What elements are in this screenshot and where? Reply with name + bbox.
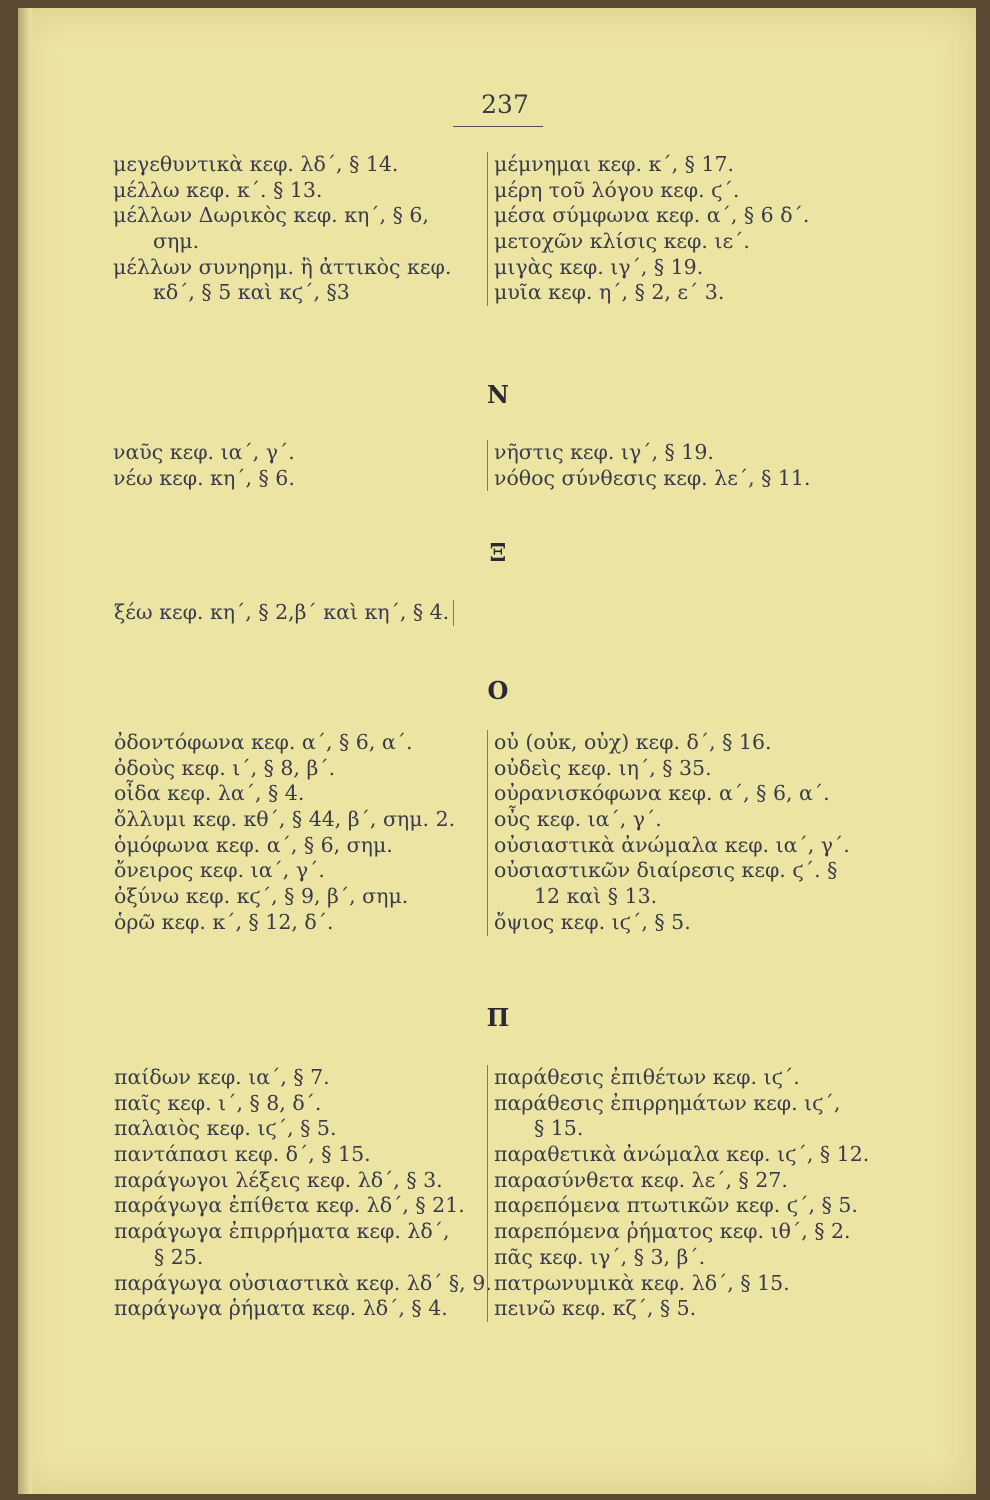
index-entry-continuation: κδ΄, § 5 καὶ κϛ΄, §3 — [153, 280, 350, 305]
index-column-left-m — [113, 152, 451, 306]
index-entry: μέλλω κεφ. κ΄. § 13. — [113, 177, 323, 202]
index-entry: πατρωνυμικὰ κεφ. λδ΄, § 15. — [494, 1270, 790, 1295]
index-entry: παρασύνθετα κεφ. λε΄, § 27. — [494, 1167, 788, 1192]
index-entry: παρεπόμενα ῥήματος κεφ. ιθ΄, § 2. — [494, 1219, 851, 1244]
page-number-rule — [453, 126, 543, 127]
index-entry: οὐσιαστικῶν διαίρεσις κεφ. ϛ΄. § — [494, 858, 838, 883]
index-entry: ὁρῶ κεφ. κ΄, § 12, δ΄. — [114, 909, 334, 934]
index-entry-continuation: § 15. — [534, 1116, 584, 1141]
index-entry: ὀδοντόφωνα κεφ. α΄, § 6, α΄. — [114, 730, 413, 754]
index-entry: μυῖα κεφ. η΄, § 2, ε΄ 3. — [494, 280, 725, 305]
index-entry-continuation: § 25. — [154, 1244, 204, 1269]
index-entry: οὐδεὶς κεφ. ιη΄, § 35. — [494, 755, 712, 780]
index-entry: μετοχῶν κλίσις κεφ. ιε΄. — [494, 229, 750, 254]
index-entry: μεγεθυντικὰ κεφ. λδ΄, § 14. — [113, 152, 399, 176]
index-column-left-xi — [114, 600, 454, 626]
index-entry: οὐ (οὐκ, οὐχ) κεφ. δ΄, § 16. — [494, 730, 772, 754]
index-entry: πᾶς κεφ. ιγ΄, § 3, β΄. — [494, 1244, 706, 1269]
book-page — [18, 8, 976, 1494]
index-entry: νῆστις κεφ. ιγ΄, § 19. — [494, 440, 714, 464]
index-column-right-n — [487, 440, 810, 491]
page-spine — [18, 8, 32, 1494]
index-entry-continuation: 12 καὶ § 13. — [534, 884, 658, 909]
index-entry: νόθος σύνθεσις κεφ. λε΄, § 11. — [494, 465, 811, 490]
index-entry: ὄνειρος κεφ. ια΄, γ΄. — [114, 858, 325, 883]
index-entry: μέλλων Δωρικὸς κεφ. κη΄, § 6, — [113, 203, 429, 228]
index-entry: μέρη τοῦ λόγου κεφ. ϛ΄. — [494, 177, 740, 202]
index-entry: πεινῶ κεφ. κζ΄, § 5. — [494, 1296, 697, 1321]
index-entry: μέλλων συνηρημ. ἢ ἀττικὸς κεφ. — [113, 254, 452, 279]
index-entry: παράθεσις ἐπιρρημάτων κεφ. ιϛ΄, — [494, 1090, 841, 1115]
index-entry: παντάπασι κεφ. δ΄, § 15. — [114, 1142, 371, 1167]
index-entry: ξέω κεφ. κη΄, § 2,β΄ καὶ κη΄, § 4. — [114, 600, 450, 624]
index-entry: νέω κεφ. κη΄, § 6. — [113, 465, 295, 490]
index-entry: παράγωγοι λέξεις κεφ. λδ΄, § 3. — [114, 1167, 443, 1192]
index-entry: ὀδοὺς κεφ. ι΄, § 8, β΄. — [114, 755, 336, 780]
index-column-left-n — [113, 440, 295, 491]
index-entry: παράγωγα ῥήματα κεφ. λδ΄, § 4. — [114, 1296, 448, 1321]
index-entry: ὁμόφωνα κεφ. α΄, § 6, σημ. — [114, 832, 393, 857]
index-column-right-pi — [487, 1065, 869, 1322]
index-entry: μέσα σύμφωνα κεφ. α΄, § 6 δ΄. — [494, 203, 810, 228]
index-entry: μιγὰς κεφ. ιγ΄, § 19. — [494, 254, 704, 279]
index-column-right-o — [487, 730, 850, 936]
section-heading-xi: Ξ — [489, 538, 507, 567]
index-entry: ὀξύνω κεφ. κϛ΄, § 9, β΄, σημ. — [114, 884, 409, 909]
index-entry: παράγωγα οὐσιαστικὰ κεφ. λδ΄ §, 9. — [114, 1270, 492, 1295]
index-entry: οὖς κεφ. ια΄, γ΄. — [494, 807, 662, 832]
index-entry: οὐρανισκόφωνα κεφ. α΄, § 6, α΄. — [494, 781, 830, 806]
index-entry: παῖς κεφ. ι΄, § 8, δ΄. — [114, 1090, 322, 1115]
section-heading-o: O — [487, 676, 509, 705]
page-number: 237 — [481, 90, 529, 119]
index-entry: μέμνημαι κεφ. κ΄, § 17. — [494, 152, 735, 176]
index-entry: παράγωγα ἐπιρρήματα κεφ. λδ΄, — [114, 1219, 450, 1244]
index-entry: ναῦς κεφ. ια΄, γ΄. — [113, 440, 295, 464]
index-entry: οἶδα κεφ. λα΄, § 4. — [114, 781, 305, 806]
section-heading-pi: Π — [486, 1003, 510, 1032]
index-entry: παράθεσις ἐπιθέτων κεφ. ιϛ΄. — [494, 1065, 800, 1089]
section-heading-n: N — [487, 380, 509, 409]
index-entry: ὄλλυμι κεφ. κθ΄, § 44, β΄, σημ. 2. — [114, 807, 456, 832]
index-entry: οὐσιαστικὰ ἀνώμαλα κεφ. ια΄, γ΄. — [494, 832, 850, 857]
index-column-left-o — [114, 730, 455, 936]
index-entry: παρεπόμενα πτωτικῶν κεφ. ϛ΄, § 5. — [494, 1193, 858, 1218]
index-column-right-m — [487, 152, 809, 306]
index-entry: παραθετικὰ ἀνώμαλα κεφ. ιϛ΄, § 12. — [494, 1142, 870, 1167]
index-column-left-pi — [114, 1065, 492, 1322]
index-entry: ὄψιος κεφ. ιϛ΄, § 5. — [494, 909, 691, 934]
index-entry: παίδων κεφ. ια΄, § 7. — [114, 1065, 330, 1089]
index-entry: παράγωγα ἐπίθετα κεφ. λδ΄, § 21. — [114, 1193, 465, 1218]
index-entry-continuation: σημ. — [153, 229, 200, 254]
index-entry: παλαιὸς κεφ. ιϛ΄, § 5. — [114, 1116, 337, 1141]
